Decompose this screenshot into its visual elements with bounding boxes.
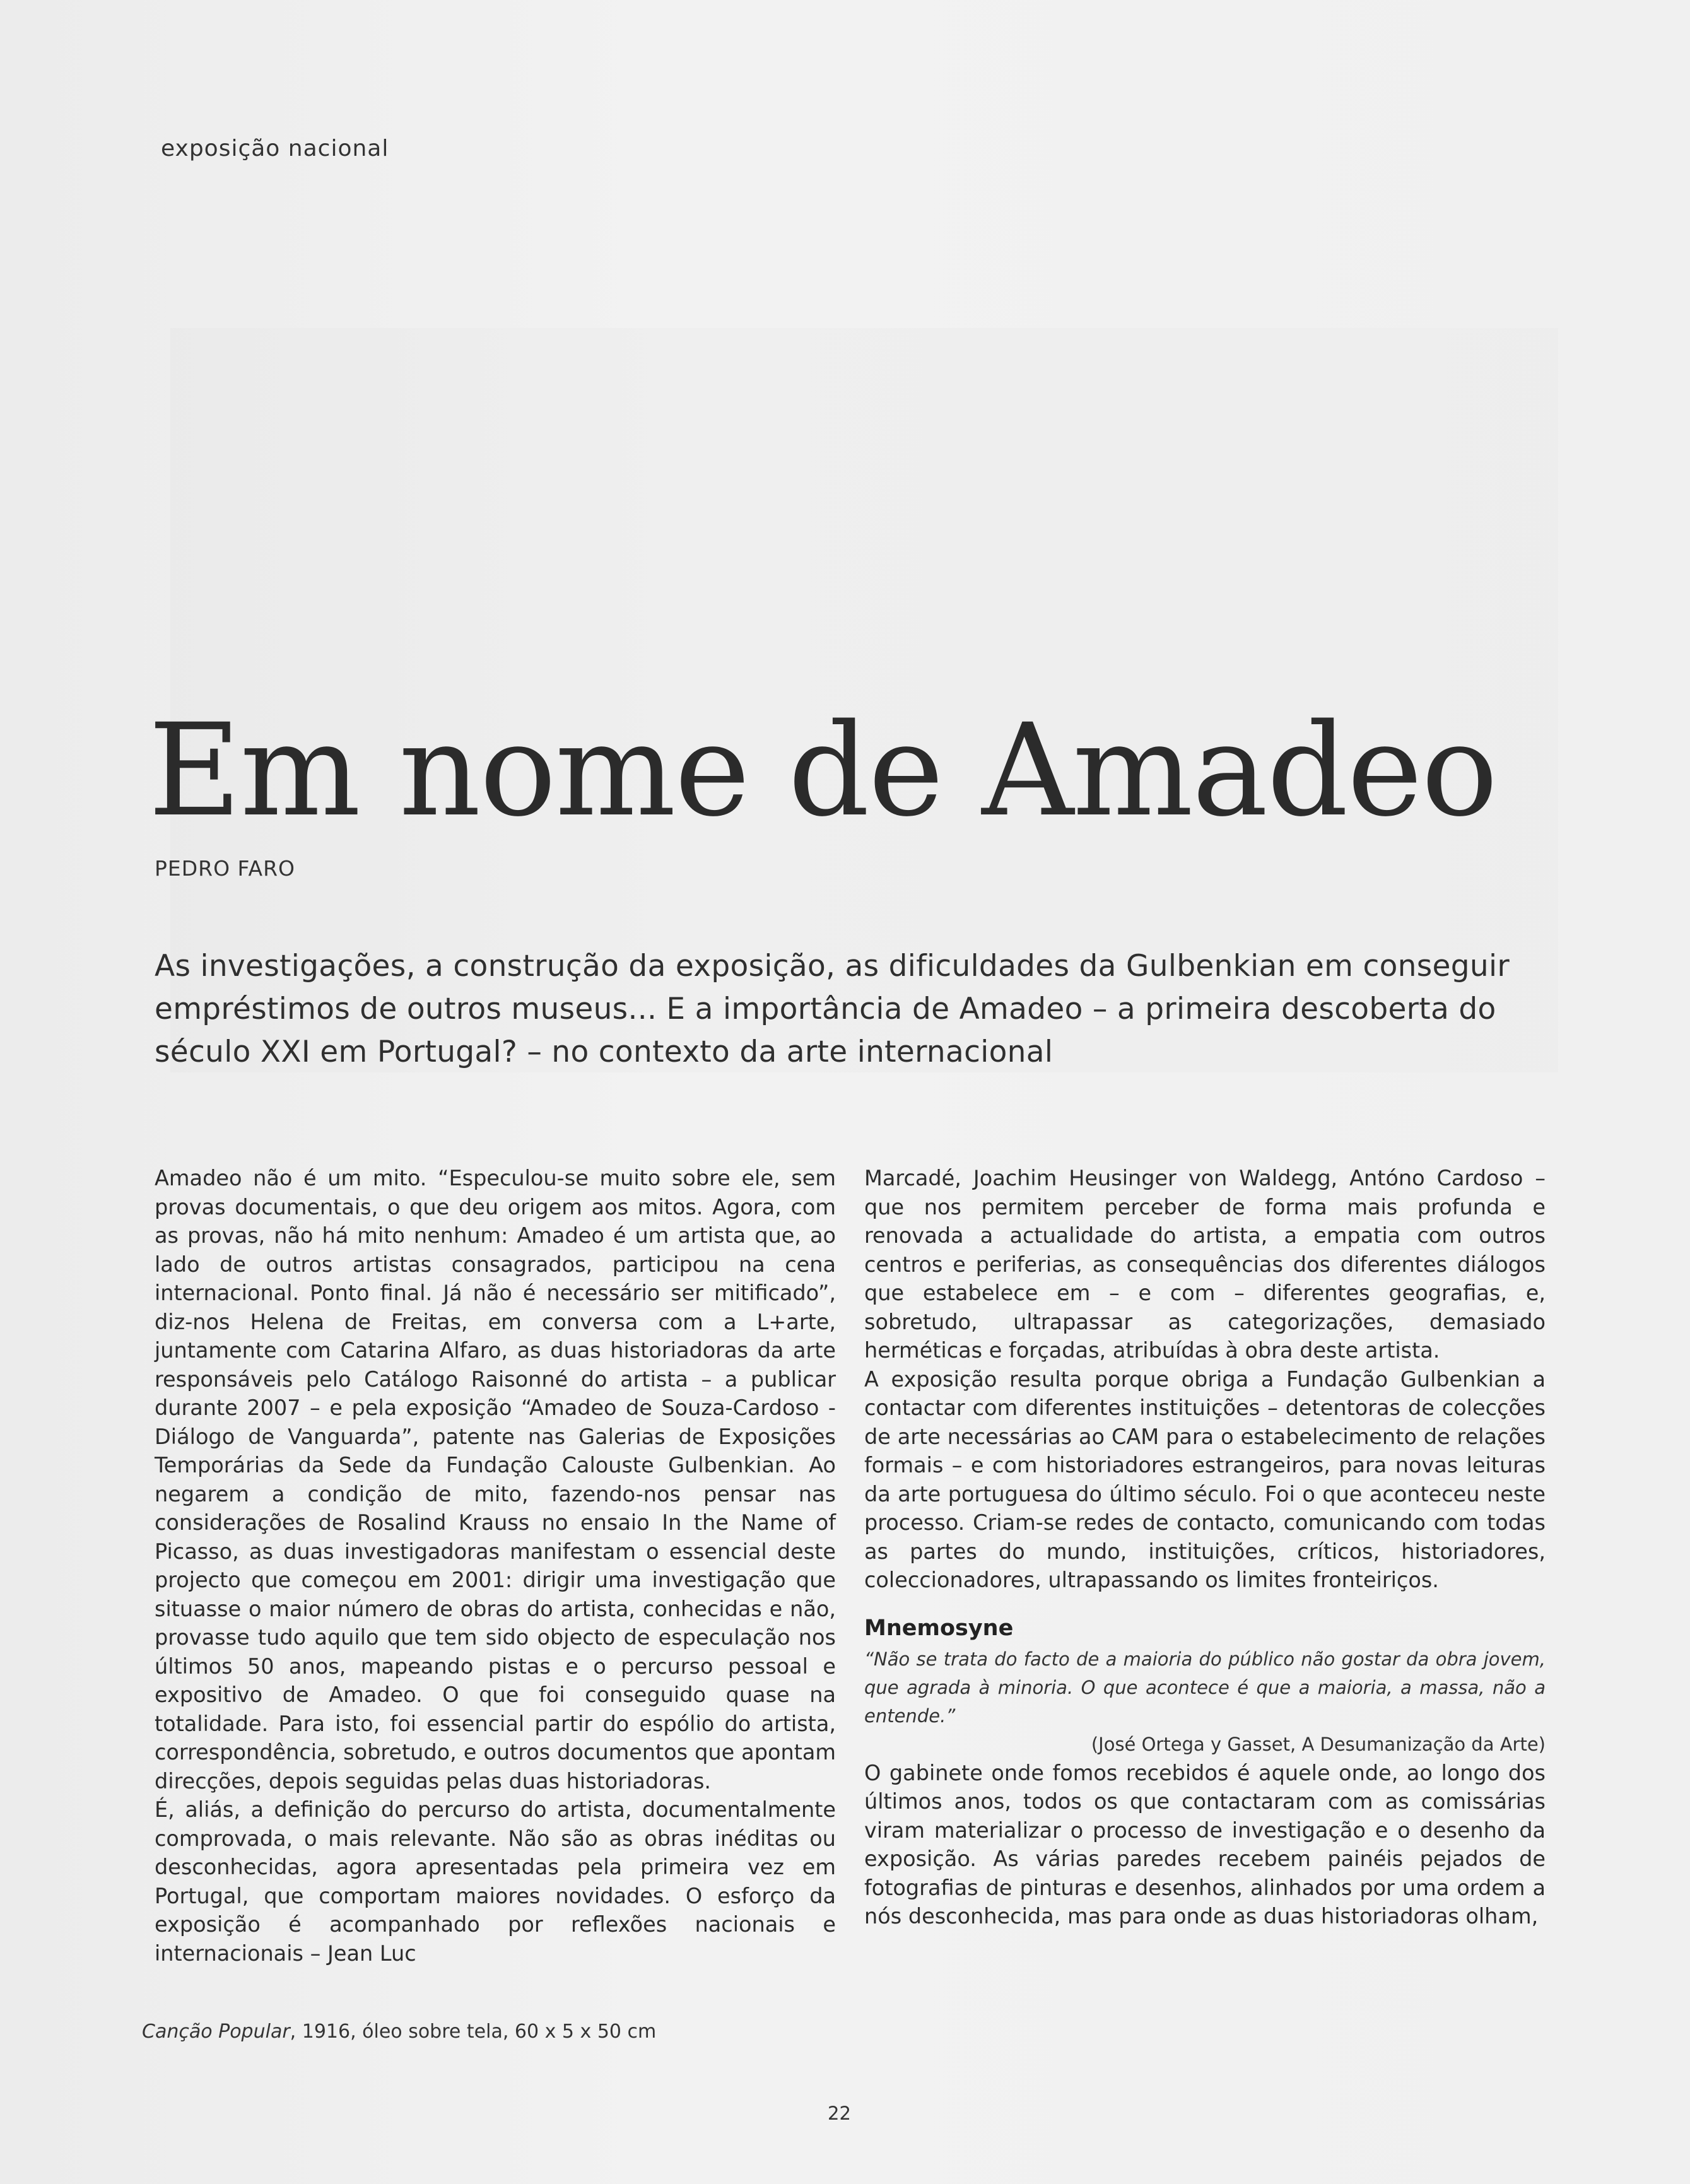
image-caption — [142, 2021, 656, 2043]
paragraph: A exposição resulta porque obriga a Fundação Gulbenkian a contactar com diferentes instituições – detentoras de colecções de arte necessárias ao CAM para o estabelecimento de relações formais – e com historiadores estrangeiros, para novas leituras da arte portuguesa do último século. Foi o que aconteceu neste processo. Criam-se redes de contacto, comunicando com todas as partes do mundo, instituições, críticos, historiadores, coleccionadores, ultrapassando os limites fronteiriços. — [864, 1366, 1546, 1592]
article-lede: As investigações, a construção da exposição, as dificuldades da Gulbenkian em conseguir empréstimos de outros museus... E a importância de Amadeo – a primeira descoberta do século XXI em Portugal? – no contexto da arte internacional — [155, 949, 1510, 1069]
paragraph: Marcadé, Joachim Heusinger von Waldegg, Antóno Cardoso – que nos permitem perceber de forma mais profunda e renovada a actualidade do artista, a empatia com outros centros e periferias, as consequências dos diferentes diálogos que estabelece em – e com – diferentes geografias, e, sobretudo, ultrapassar as categorizações, demasiado herméticas e forçadas, atribuídas à obra deste artista. — [864, 1166, 1546, 1363]
section-label: exposição nacional — [161, 136, 389, 161]
paragraph: É, aliás, a definição do percurso do artista, documentalmente comprovada, o mais relevante. Não são as obras inéditas ou desconhecidas, agora apresentadas pela primeira vez em Portugal, que comportam maiores novidades. O esforço da exposição é acompanhado por reflexões nacionais e internacionais – Jean Luc — [155, 1797, 836, 1966]
article-author: PEDRO FARO — [155, 856, 295, 881]
epigraph-quote: “Não se trata do facto de a maioria do público não gostar da obra jovem, que agrada à minoria. O que acontece é que a maioria, a massa, não a entende.” — [864, 1648, 1546, 1727]
paragraph: O gabinete onde fomos recebidos é aquele onde, ao longo dos últimos anos, todos os que contactaram com as comissárias viram materializar o processo de investigação e o desenho da exposição. As várias paredes recebem painéis pejados de fotografias de pinturas e desenhos, alinhados por uma ordem a nós desconhecida, mas para onde as duas historiadoras olham, — [864, 1760, 1546, 1929]
right-column — [864, 1164, 1546, 1931]
caption-details: , 1916, óleo sobre tela, 60 x 5 x 50 cm — [290, 2021, 657, 2043]
subhead: Mnemosyne — [864, 1615, 1014, 1641]
paragraph: Amadeo não é um mito. “Especulou-se muito sobre ele, sem provas documentais, o que deu origem aos mitos. Agora, com as provas, não há mito nenhum: Amadeo é um artista que, ao lado de outros artistas consagrados, participou na cena internacional. Ponto final. Já não é necessário ser mitificado”, diz-nos Helena de Freitas, em conversa com a L+arte, juntamente com Catarina Alfaro, as duas historiadoras da arte responsáveis pelo Catálogo Raisonné do artista – a publicar durante 2007 – e pela exposição “Amadeo de Souza-Cardoso - Diálogo de Vanguarda”, patente nas Galerias de Exposições Temporárias da Sede da Fundação Calouste Gulbenkian. Ao negarem a condição de mito, fazendo-nos pensar nas considerações de Rosalind Krauss no ensaio In the Name of Picasso, as duas investigadoras manifestam o essencial deste projecto que começou em 2001: dirigir uma investigação que situasse o maior número de obras do artista, conhecidas e não, provasse tudo aquilo que tem sido objecto de especulação nos últimos 50 anos, mapeando pistas e o percurso pessoal e expositivo de Amadeo. O que foi conseguido quase na totalidade. Para isto, foi essencial partir do espólio do artista, correspondência, sobretudo, e outros documentos que apontam direcções, depois seguidas pelas duas historiadoras. — [155, 1166, 836, 1794]
page-number: 22 — [828, 2103, 851, 2124]
left-column — [155, 1164, 836, 1968]
caption-title: Canção Popular — [142, 2021, 290, 2043]
article-title: Em nome de Amadeo — [148, 696, 1497, 845]
epigraph-source: (José Ortega y Gasset, A Desumanização da Arte) — [1091, 1733, 1546, 1755]
